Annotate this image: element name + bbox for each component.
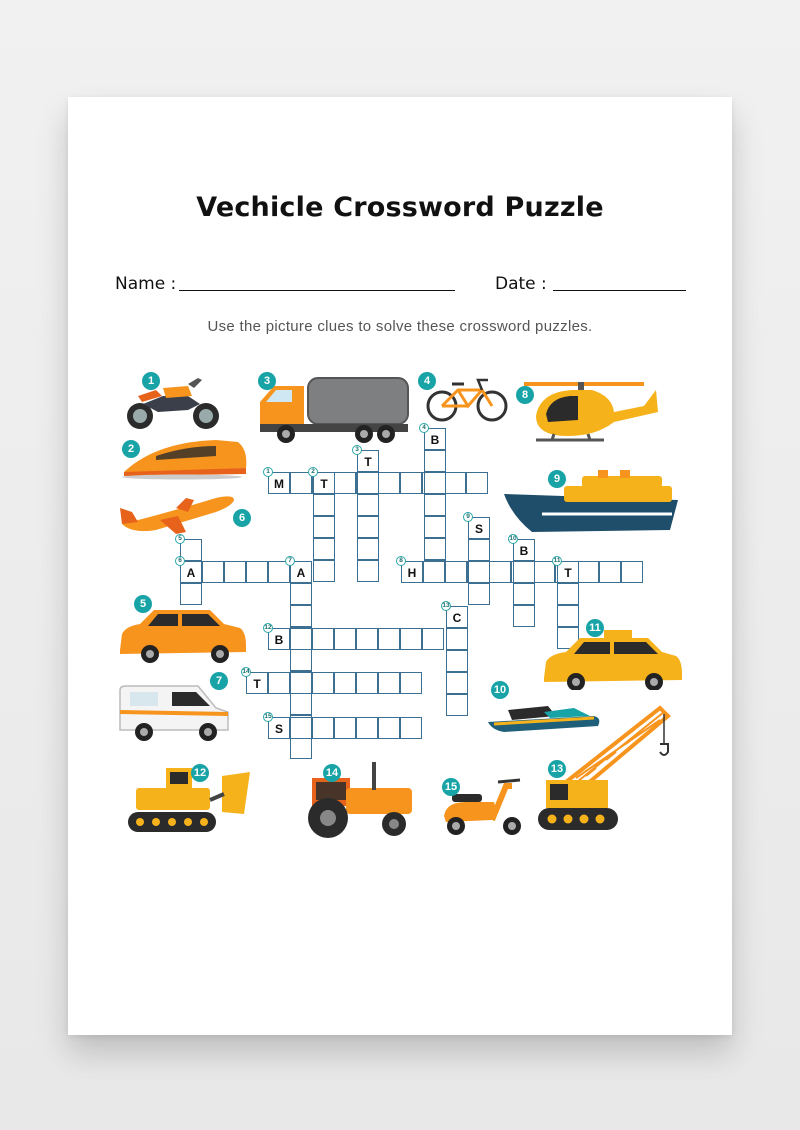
grid-cell[interactable] [424, 450, 446, 472]
grid-cell[interactable] [312, 717, 334, 739]
grid-cell[interactable] [356, 628, 378, 650]
ambulance-icon [116, 682, 232, 744]
airplane-icon [116, 490, 238, 538]
name-label: Name : [115, 274, 177, 294]
grid-number-6: 6 [175, 556, 185, 566]
grid-cell[interactable] [468, 583, 490, 605]
grid-cell[interactable] [621, 561, 643, 583]
grid-cell[interactable] [290, 583, 312, 605]
grid-number-10: 10 [509, 535, 517, 542]
grid-cell[interactable] [557, 583, 579, 605]
grid-number-4: 4 [419, 423, 429, 433]
grid-cell[interactable] [422, 628, 444, 650]
grid-cell[interactable] [446, 650, 468, 672]
clue-badge-6: 6 [233, 509, 251, 527]
grid-cell[interactable] [446, 694, 468, 716]
grid-cell[interactable] [513, 583, 535, 605]
grid-number-14: 14 [242, 668, 250, 675]
grid-number-15: 15 [264, 713, 272, 720]
grid-number-12: 12 [264, 624, 272, 631]
grid-cell[interactable] [313, 494, 335, 516]
clue-badge-2: 2 [122, 440, 140, 458]
car-icon [116, 606, 250, 664]
grid-cell[interactable] [313, 538, 335, 560]
grid-cell[interactable] [599, 561, 621, 583]
clue-badge-13: 13 [548, 760, 566, 778]
truck-icon [256, 374, 412, 446]
grid-cell[interactable] [378, 672, 400, 694]
grid-cell[interactable] [378, 628, 400, 650]
grid-cell[interactable] [423, 561, 445, 583]
grid-cell[interactable] [313, 516, 335, 538]
grid-cell[interactable] [378, 472, 400, 494]
grid-cell[interactable] [357, 494, 379, 516]
grid-cell[interactable] [312, 628, 334, 650]
start-letter-14: T [253, 677, 261, 691]
grid-cell[interactable] [489, 561, 511, 583]
grid-number-13: 13 [442, 602, 450, 609]
grid-cell[interactable] [268, 672, 290, 694]
grid-number-2: 2 [308, 467, 318, 477]
grid-cell[interactable] [334, 628, 356, 650]
grid-cell[interactable] [312, 672, 334, 694]
grid-cell[interactable] [334, 672, 356, 694]
start-letter-6: A [186, 566, 196, 580]
grid-cell[interactable] [400, 672, 422, 694]
helicopter-icon [516, 376, 662, 452]
grid-cell[interactable] [424, 472, 446, 494]
grid-cell[interactable] [513, 605, 535, 627]
grid-cell[interactable] [424, 516, 446, 538]
instructions: Use the picture clues to solve these crossword puzzles. [207, 318, 593, 335]
grid-cell[interactable] [400, 628, 422, 650]
taxi-icon [540, 628, 686, 690]
grid-cell[interactable] [202, 561, 224, 583]
start-letter-4: B [430, 433, 440, 447]
grid-cell[interactable] [468, 539, 490, 561]
clue-badge-1: 1 [142, 372, 160, 390]
grid-cell[interactable] [400, 472, 422, 494]
grid-cell[interactable] [357, 472, 379, 494]
grid-number-5: 5 [175, 534, 185, 544]
grid-cell[interactable] [357, 538, 379, 560]
clue-badge-15: 15 [442, 778, 460, 796]
clue-badge-3: 3 [258, 372, 276, 390]
clue-badge-8: 8 [516, 386, 534, 404]
grid-cell[interactable] [446, 628, 468, 650]
clue-badge-10: 10 [491, 681, 509, 699]
start-letter-11: T [564, 566, 572, 580]
grid-cell[interactable] [290, 693, 312, 715]
grid-number-7: 7 [285, 556, 295, 566]
grid-number-8: 8 [396, 556, 406, 566]
start-letter-9: S [474, 522, 483, 536]
grid-cell[interactable] [424, 494, 446, 516]
start-letter-13: C [452, 611, 462, 625]
grid-number-1: 1 [263, 467, 273, 477]
clue-badge-11: 11 [586, 619, 604, 637]
clue-badge-14: 14 [323, 764, 341, 782]
grid-cell[interactable] [334, 472, 356, 494]
start-letter-3: T [364, 455, 372, 469]
grid-cell[interactable] [445, 561, 467, 583]
grid-cell[interactable] [444, 472, 466, 494]
start-letter-1: M [274, 477, 284, 491]
bicycle-icon [424, 376, 510, 424]
ship-icon [502, 470, 682, 538]
grid-cell[interactable] [356, 672, 378, 694]
grid-cell[interactable] [356, 717, 378, 739]
grid-cell[interactable] [290, 628, 312, 650]
grid-cell[interactable] [290, 649, 312, 671]
grid-number-3: 3 [352, 445, 362, 455]
grid-cell[interactable] [290, 717, 312, 739]
tractor-icon [298, 758, 418, 840]
grid-cell[interactable] [446, 672, 468, 694]
grid-cell[interactable] [313, 560, 335, 582]
clue-badge-4: 4 [418, 372, 436, 390]
clue-badge-5: 5 [134, 595, 152, 613]
motorcycle-icon [118, 374, 226, 434]
grid-number-11: 11 [553, 557, 561, 564]
clue-badge-9: 9 [548, 470, 566, 488]
grid-cell[interactable] [424, 538, 446, 560]
start-letter-12: B [274, 633, 284, 647]
grid-cell[interactable] [577, 561, 599, 583]
date-label: Date : [495, 274, 547, 294]
grid-cell[interactable] [357, 516, 379, 538]
grid-cell[interactable] [468, 561, 490, 583]
grid-cell[interactable] [466, 472, 488, 494]
start-letter-8: H [407, 566, 417, 580]
grid-cell[interactable] [246, 561, 268, 583]
grid-cell[interactable] [557, 605, 579, 627]
grid-cell[interactable] [513, 561, 535, 583]
grid-cell[interactable] [290, 737, 312, 759]
start-letter-15: S [274, 722, 283, 736]
grid-cell[interactable] [290, 605, 312, 627]
start-letter-2: T [320, 477, 328, 491]
grid-cell[interactable] [357, 560, 379, 582]
grid-cell[interactable] [334, 717, 356, 739]
start-letter-10: B [519, 544, 529, 558]
grid-number-9: 9 [463, 512, 473, 522]
grid-cell[interactable] [400, 717, 422, 739]
grid-cell[interactable] [180, 583, 202, 605]
grid-cell[interactable] [378, 717, 400, 739]
start-letter-7: A [296, 566, 306, 580]
grid-cell[interactable] [224, 561, 246, 583]
grid-cell[interactable] [533, 561, 555, 583]
clue-badge-12: 12 [191, 764, 209, 782]
grid-cell[interactable] [290, 672, 312, 694]
clue-badge-7: 7 [210, 672, 228, 690]
page-title: Vechicle Crossword Puzzle [196, 192, 604, 223]
